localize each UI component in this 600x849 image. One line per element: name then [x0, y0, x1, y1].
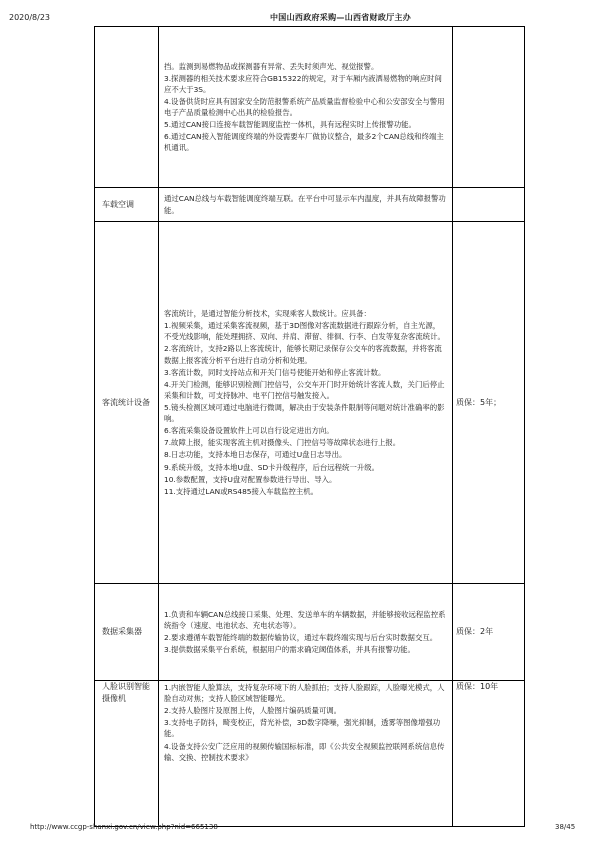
site-title: 中国山西政府采购—山西省财政厅主办 [270, 13, 412, 22]
table-row [95, 27, 525, 188]
requirement-item: 5.镜头检测区域可通过电脑进行微调，解决由于安装条件限制等问题对统计准确率的影响。 [164, 403, 445, 424]
warranty-cell: 质保：5年； [453, 222, 525, 584]
requirement-item: 1.内嵌智能人脸算法，支持复杂环境下的人脸抓拍；支持人脸跟踪，人脸曝光模式，人脸自动对焦；支持人脸区域智能曝光。 [164, 683, 445, 704]
spec-table [94, 26, 525, 827]
requirement-item: 3.客流计数，同时支持站点和开关门信号使能开始和停止客流计数。 [164, 367, 386, 377]
requirements-cell [159, 27, 453, 188]
requirement-item: 4.设备供货时应具有国家安全防范报警系统产品质量监督检验中心和公安部安全与警用电子产品质量检测中心出具的检验报告。 [164, 96, 445, 117]
requirements-cell [159, 584, 453, 681]
requirement-item: 4.设备支持公安广泛应用的视频传输国标标准，即《公共安全视频监控联网系统信息传输、交换、控制技术要求》 [164, 741, 445, 762]
requirement-item: 1.负责和车辆CAN总线接口采集、处理、发送单车的车辆数据，并能够接收远程监控系统指令（速度、电池状态、充电状态等）。 [164, 609, 446, 630]
requirement-item: 客流统计，是通过智能分析技术，实现乘客人数统计。应具备： [164, 309, 371, 319]
warranty-cell: 质保：2年 [453, 584, 525, 681]
requirement-item: 3.探测器的相关技术要求应符合GB15322的规定，对于车厢内液洒易燃物的响应时间应不大于3S。 [164, 73, 442, 94]
requirement-item: 1.视频采集，通过采集客流视频，基于3D图像对客流数据进行跟踪分析，自主光源，不受光线影响，能处理拥挤、双向、并肩、滞留、徘徊、行李、白发等复杂客流统计。 [164, 321, 445, 342]
device-name-cell: 数据采集器 [95, 584, 159, 681]
print-date: 2020/8/23 [9, 13, 51, 22]
page-number: 38/45 [555, 823, 576, 831]
requirement-item: 5.通过CAN接口连接车载智能调度监控一体机，具有远程实时上传报警功能。 [164, 120, 416, 130]
requirement-item: 2.支持人脸图片及原图上传，人脸图片编码质量可调。 [164, 706, 342, 716]
requirement-item: 9.系统升级，支持本地U盘、SD卡升级程序，后台远程统一升级。 [164, 462, 380, 472]
warranty-cell: 质保：10年 [453, 681, 525, 827]
requirement-item: 6.客流采集设备设置软件上可以自行设定进出方向。 [164, 426, 334, 436]
requirement-item: 通过CAN总线与车载智能调度终端互联。在平台中可显示车内温度，并具有故障报警功能。 [164, 194, 446, 215]
warranty-cell [453, 188, 525, 222]
requirement-item: 3.支持电子防抖，畸变校正，背光补偿，3D数字降噪，强光抑制，透雾等图像增强功能。 [164, 718, 441, 739]
requirement-item: 8.日志功能，支持本地日志保存，可通过U盘日志导出。 [164, 450, 347, 460]
table-row [95, 188, 525, 222]
requirement-item: 11.支持通过LAN或RS485接入车载监控主机。 [164, 486, 319, 496]
requirement-item: 7.故障上报，能实现客流主机对摄像头、门控信号等故障状态进行上报。 [164, 438, 401, 448]
requirements-cell [159, 188, 453, 222]
requirements-cell [159, 681, 453, 827]
requirement-item: 4.开关门检测，能够识别检测门控信号，公交车开门时开始统计客流人数，关门后停止采集和计数，可支持脉冲、电平门控信号触发接入。 [164, 379, 445, 400]
requirement-item: 6.通过CAN接入智能调度终端的外设需要车厂做协议整合，最多2个CAN总线和终端主机通讯。 [164, 132, 444, 153]
table-row [95, 222, 525, 584]
requirements-cell [159, 222, 453, 584]
device-name-cell: 车载空调 [95, 188, 159, 222]
requirement-item: 挡。监测到易燃物品或探测器有异常、丢失时须声光、视觉报警。 [164, 61, 379, 71]
page-url: http://www.ccgp-shanxi.gov.cn/view.php?nid=665138 [30, 823, 218, 831]
requirement-item: 2.要求遵循车载智能终端的数据传输协议，通过车载终端实现与后台实时数据交互。 [164, 633, 438, 642]
requirement-item: 2.客流统计，支持2路以上客流统计，能够长期记录保存公交车的客流数据，并将客流数据上报客流分析平台进行自动分析和处理。 [164, 344, 442, 365]
table-row [95, 681, 525, 827]
device-name-cell [95, 27, 159, 188]
requirement-item: 3.提供数据采集平台系统，根据用户的需求确定阈值体系，并具有报警功能。 [164, 645, 415, 655]
table-row [95, 584, 525, 681]
device-name-cell: 人脸识别智能摄像机 [95, 681, 159, 827]
device-name-cell: 客流统计设备 [95, 222, 159, 584]
requirement-item: 10.参数配置，支持U盘对配置参数进行导出、导入。 [164, 474, 337, 484]
warranty-cell [453, 27, 525, 188]
